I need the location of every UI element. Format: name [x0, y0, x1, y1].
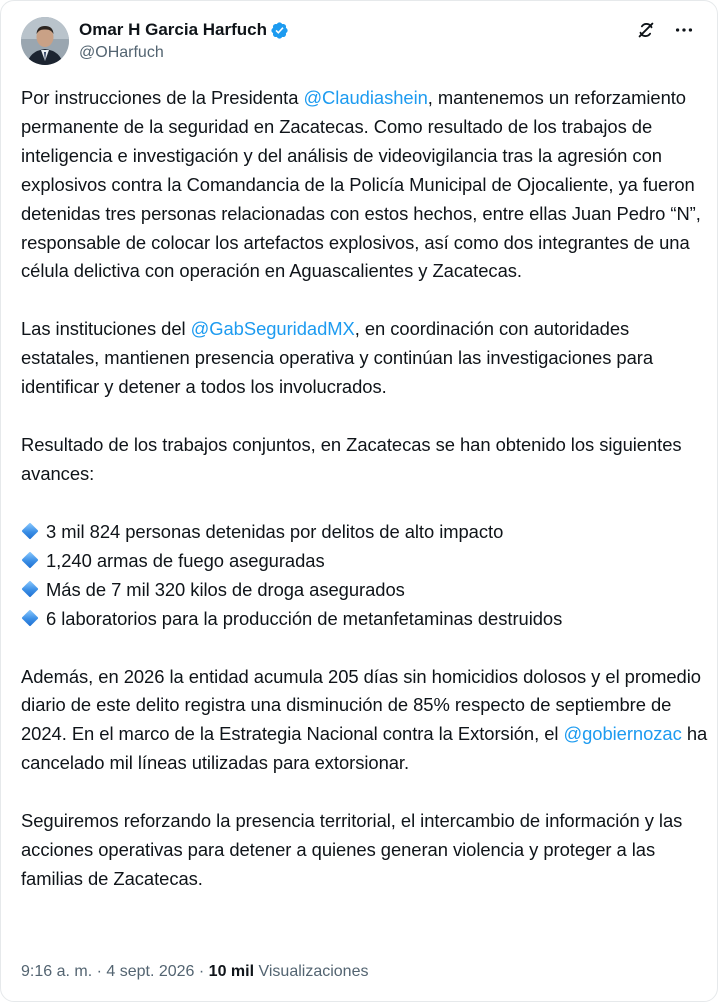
paragraph-1: [21, 84, 711, 286]
avatar[interactable]: [21, 17, 69, 65]
text-run: Las instituciones del: [21, 318, 191, 340]
header-actions: [623, 19, 695, 41]
text-run: Además, en 2026 la entidad acumula 205 días sin homicidios dolosos y el promedio diario de este delito registra una disminución de 85% respecto de septiembre de 2024. En el marco de la Estrategia Nacional contra la Extorsión, el: [21, 665, 701, 745]
views-count: 10 mil: [208, 963, 255, 980]
author-handle[interactable]: @OHarfuch: [79, 44, 164, 61]
list-item-text: 3 mil 824 personas detenidas por delitos de alto impacto: [46, 520, 504, 542]
post-time[interactable]: 9:16 a. m.: [21, 963, 93, 980]
small-blue-diamond-icon: [22, 609, 39, 626]
text-run: , mantenemos un reforzamiento permanente de la seguridad en Zacatecas. Como resultado de los trabajos de inteligencia e investigación y del análisis de videovigilancia tras la agresión con explosivos contra la Comandancia de la Policía Municipal de Ojocaliente, ya fueron detenidas tres personas relacionadas con estos hechos, entre ellas Juan Pedro “N”, responsable de colocar los artefactos explosivos, así como dos integrantes de una célula delictiva con operación en Aguascalientes y Zacatecas.: [21, 87, 701, 282]
post-date[interactable]: 4 sept. 2026: [106, 963, 195, 980]
list-item: [21, 576, 711, 605]
post-text: [21, 84, 711, 894]
paragraph-2: [21, 315, 711, 402]
post-header: [21, 17, 701, 69]
mention-link[interactable]: @Claudiashein: [303, 87, 428, 108]
small-blue-diamond-icon: [22, 551, 39, 568]
post-metadata: [21, 963, 368, 981]
separator: ·: [92, 963, 107, 980]
list-item-text: Más de 7 mil 320 kilos de droga asegurados: [46, 578, 405, 600]
list-item: [21, 605, 711, 634]
mention-link[interactable]: @gobiernozac: [563, 723, 682, 745]
verified-badge-icon: [270, 21, 289, 40]
small-blue-diamond-icon: [22, 522, 39, 539]
list-item: [21, 518, 711, 547]
small-blue-diamond-icon: [22, 580, 39, 597]
views-label: Visualizaciones: [254, 963, 369, 980]
paragraph-gap: [21, 402, 711, 431]
text-run: , en coordinación con autoridades estatales, mantienen presencia operativa y continúan las investigaciones para identificar y detener a todos los involucrados.: [21, 318, 654, 398]
paragraph-3: Resultado de los trabajos conjuntos, en Zacatecas se han obtenido los siguientes avances:: [21, 434, 682, 484]
author-name[interactable]: Omar H Garcia Harfuch: [79, 20, 268, 39]
author-names: [79, 20, 289, 62]
more-options-icon[interactable]: [673, 19, 695, 41]
paragraph-gap: [21, 286, 711, 315]
paragraph-gap: [21, 778, 711, 807]
paragraph-4: [21, 663, 711, 779]
mention-link[interactable]: @GabSeguridadMX: [190, 318, 355, 340]
paragraph-5: Seguiremos reforzando la presencia territorial, el intercambio de información y las acciones operativas para detener a quienes generan violencia y proteger a las familias de Zacatecas.: [21, 810, 683, 889]
list-item-text: 6 laboratorios para la producción de metanfetaminas destruidos: [46, 607, 563, 629]
paragraph-gap: [21, 634, 711, 663]
separator: ·: [194, 963, 209, 980]
text-run: Por instrucciones de la Presidenta: [21, 87, 304, 108]
avatar-image: [21, 17, 69, 65]
list-item: [21, 547, 711, 576]
bullet-list: [21, 518, 711, 634]
text-run: ha cancelado mil líneas utilizadas para extorsionar.: [21, 723, 708, 774]
grok-icon[interactable]: [635, 19, 657, 41]
list-item-text: 1,240 armas de fuego aseguradas: [46, 549, 325, 571]
paragraph-gap: [21, 489, 711, 518]
